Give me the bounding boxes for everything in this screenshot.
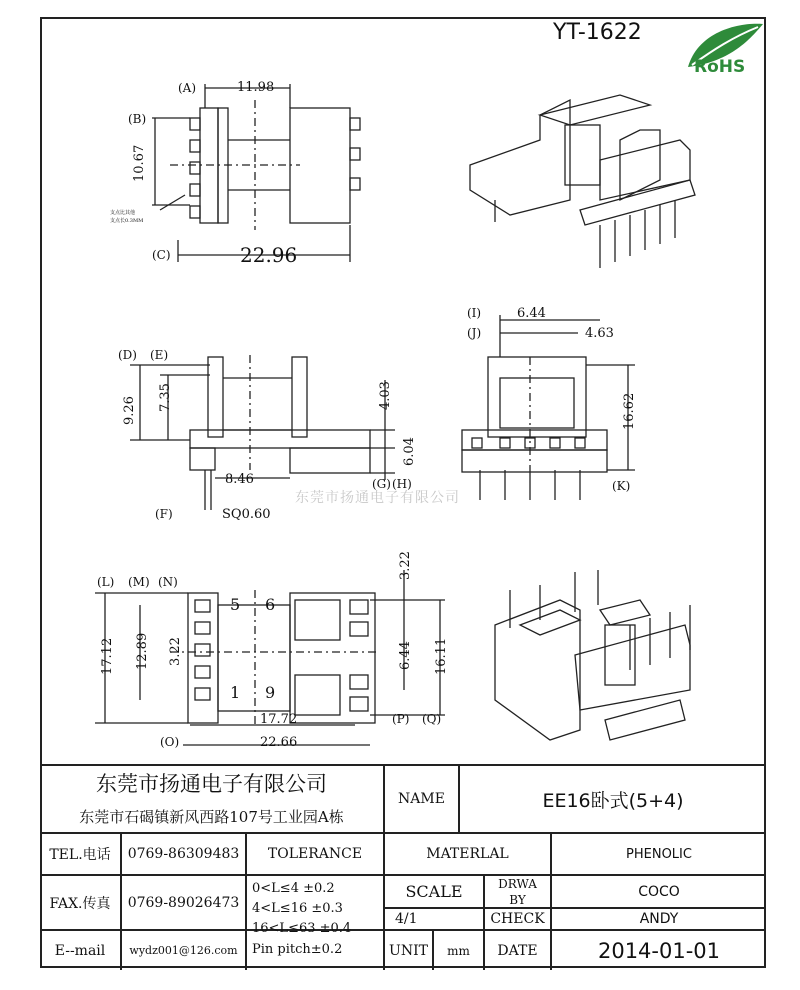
ref-j: (J) bbox=[467, 326, 482, 340]
dim-v4-d3: 3.22 bbox=[168, 637, 183, 666]
name-value: EE16卧式(5+4) bbox=[542, 789, 684, 812]
pin-number-5: 5 bbox=[230, 595, 241, 614]
ref-g: (G) bbox=[372, 477, 391, 491]
ref-i: (I) bbox=[467, 306, 482, 320]
dim-v4-d8: 22.66 bbox=[260, 735, 298, 750]
tolerance-label: TOLERANCE bbox=[267, 846, 363, 862]
dim-v4-d4: 3.22 bbox=[398, 551, 413, 580]
company-address: 东莞市石碣镇新风西路107号工业园A栋 bbox=[79, 807, 344, 826]
dim-v3-d2: 4.63 bbox=[585, 326, 614, 341]
material-value: PHENOLIC bbox=[626, 846, 692, 862]
ref-c: (C) bbox=[152, 248, 171, 262]
ref-q: (Q) bbox=[422, 712, 442, 726]
pin-number-6: 6 bbox=[265, 595, 276, 614]
dim-d1: 9.26 bbox=[122, 396, 137, 425]
tel-label: TEL.电话 bbox=[49, 847, 111, 863]
pin-number-9: 9 bbox=[265, 683, 276, 702]
dim-height: 10.67 bbox=[132, 144, 147, 182]
ref-k: (K) bbox=[612, 479, 631, 493]
ref-m: (M) bbox=[128, 575, 150, 589]
drwa-label-2: BY bbox=[509, 892, 526, 907]
dim-v4-d2: 12.89 bbox=[135, 632, 150, 670]
unit-value: mm bbox=[447, 943, 470, 958]
ref-d: (D) bbox=[118, 348, 137, 362]
date-label: DATE bbox=[497, 942, 538, 959]
dim-v3-d1: 6.44 bbox=[517, 306, 546, 321]
tolerance-1: 0<L≤4 ±0.2 bbox=[252, 880, 335, 896]
dim-v4-d5: 6.44 bbox=[398, 641, 413, 670]
tolerance-2: 4<L≤16 ±0.3 bbox=[252, 900, 343, 916]
dim-v4-d7: 17.72 bbox=[260, 712, 298, 727]
material-label: MATERLAL bbox=[426, 846, 509, 862]
scale-value: 4/1 bbox=[395, 911, 418, 927]
part-number: YT-1622 bbox=[553, 20, 642, 45]
email-label: E--mail bbox=[54, 942, 106, 959]
title-block bbox=[40, 764, 766, 970]
rohs-logo-text: RoHS bbox=[694, 57, 746, 77]
email-value: wydz001@126.com bbox=[129, 944, 238, 957]
ref-e: (E) bbox=[150, 348, 169, 362]
note-line-2: 支点长0.3MM bbox=[110, 218, 144, 224]
ref-h: (H) bbox=[392, 477, 412, 491]
ref-b: (B) bbox=[128, 112, 147, 126]
drwa-value: COCO bbox=[638, 883, 680, 900]
check-label: CHECK bbox=[490, 911, 545, 927]
scale-label: SCALE bbox=[405, 882, 463, 901]
dim-width: 11.98 bbox=[237, 80, 275, 95]
tel-value: 0769-86309483 bbox=[127, 846, 240, 862]
name-label: NAME bbox=[398, 791, 445, 807]
ref-l: (L) bbox=[97, 575, 115, 589]
dim-d2: 7.35 bbox=[158, 383, 173, 412]
fax-value: 0769-89026473 bbox=[127, 894, 240, 911]
drwa-label-1: DRWA bbox=[498, 877, 537, 891]
ref-p: (P) bbox=[392, 712, 410, 726]
ref-f: (F) bbox=[155, 507, 173, 521]
fax-label: FAX.传真 bbox=[49, 895, 111, 912]
pin-number-1: 1 bbox=[230, 683, 241, 702]
check-value: ANDY bbox=[639, 911, 679, 927]
tolerance-4: Pin pitch±0.2 bbox=[252, 941, 343, 957]
dim-v4-d1: 17.12 bbox=[100, 637, 115, 675]
unit-label: UNIT bbox=[389, 942, 428, 959]
dim-sq: SQ0.60 bbox=[222, 507, 271, 522]
ref-o: (O) bbox=[160, 735, 180, 749]
dim-d3: 4.03 bbox=[378, 381, 393, 410]
company-name: 东莞市扬通电子有限公司 bbox=[96, 772, 327, 796]
tolerance-3: 16<L≤63 ±0.4 bbox=[252, 920, 352, 936]
dim-d4: 6.04 bbox=[402, 437, 417, 466]
ref-n: (N) bbox=[158, 575, 178, 589]
dim-d5: 8.46 bbox=[225, 472, 254, 487]
watermark: 东莞市扬通电子有限公司 bbox=[295, 490, 460, 506]
dim-total: 22.96 bbox=[240, 243, 298, 267]
dim-v4-d6: 16.11 bbox=[434, 637, 449, 675]
note-line-1: 支点比其他 bbox=[110, 210, 136, 216]
date-value: 2014-01-01 bbox=[597, 938, 721, 963]
dim-v3-d3: 16.62 bbox=[622, 392, 637, 430]
ref-a: (A) bbox=[178, 81, 197, 95]
